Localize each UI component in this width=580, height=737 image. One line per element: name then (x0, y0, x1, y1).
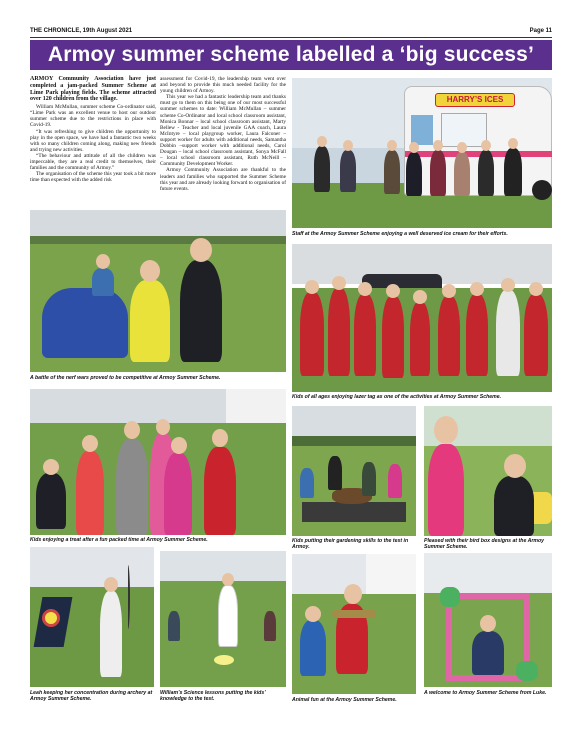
article-paragraph: The organisation of the scheme this year took a bit more time than expected with the added risk (30, 171, 156, 184)
caption-science: William’s Science lessons putting the kids’ knowledge to the test. (160, 690, 266, 702)
headline-text: Armoy summer scheme labelled a ‘big success’ (47, 43, 535, 66)
photo-laser-tag (292, 244, 552, 392)
photo-science (160, 551, 286, 687)
article-paragraph: This year we had a fantastic leadership team and thanks must go to them on this being one of our most successful summer schemes to date: William McMullan – summer scheme Co-Ordinator and local school classroom assistant, Monica Bonnar – local school classroom assistant, Marty Bellew - Teacher and local juvenile GAA coach, Laura McIntyre – local playgroup worker, Laura Falconer – support worker for adults with additional needs, Samantha Dobbin –support worker with additional needs, Carol Dougan – local school classroom assistant, Sonya McFall – local school classroom assistant, Ruth McNeill – Community Development Worker. (160, 94, 286, 168)
article-paragraph: “It was refreshing to give children the opportunity to play in the open space, we have had a fantastic two weeks with so many children coming along, making new friends and trying new activities. (30, 128, 156, 153)
caption-ice-cream: Staff at the Armoy Summer Scheme enjoying a well deserved ice cream for their efforts. (292, 231, 508, 237)
caption-animal: Animal fun at the Armoy Summer Scheme. (292, 697, 397, 703)
article-paragraph: Armoy Community Association are thankful to the leaders and families who supported the Summer Scheme this year and are already looking forward to organisation of future events. (160, 167, 286, 192)
photo-archery (30, 547, 154, 687)
article-paragraph: “The behaviour and attitude of all the children was impeccable, they are a real credit to themselves, their families and the community of Armoy.” (30, 152, 156, 172)
inflatable-barrier (42, 288, 128, 358)
photo-nerf-wars (30, 210, 286, 372)
photo-bird-box (424, 406, 552, 536)
masthead-rule (30, 37, 552, 38)
van-sign: HARRY’S ICES (435, 93, 515, 107)
photo-kids-treat (30, 389, 286, 535)
caption-archery: Leah keeping her concentration during archery at Armoy Summer Scheme. (30, 690, 153, 702)
caption-nerf: A battle of the nerf wars proved to be competitive at Armoy Summer Scheme. (30, 375, 221, 381)
headline-banner (30, 40, 552, 70)
caption-treat: Kids enjoying a treat after a fun packed time at Armoy Summer Scheme. (30, 537, 208, 543)
article-paragraph: assessment for Covid-19, the leadership team went over and beyond to provide this much needed facility for the young children of Armoy. (160, 76, 286, 95)
photo-welcome (424, 553, 552, 687)
caption-bird-box: Pleased with their bird box designs at the Armoy Summer Scheme. (424, 538, 545, 550)
caption-welcome: A welcome to Armoy Summer Scheme from Luke. (424, 690, 547, 696)
photo-ice-cream-van (292, 78, 552, 228)
photo-animal-fun (292, 554, 416, 694)
page-number: Page 11 (529, 28, 552, 34)
snake (332, 610, 376, 618)
article-paragraph: William McMullan, summer scheme Co-ordinator said, “Lime Park was an excellent venue to host our outdoor summer scheme due to the restrictions in place with Covid-19. (30, 104, 156, 129)
paper-date: THE CHRONICLE, 19th August 2021 (30, 28, 133, 34)
caption-laser-tag: Kids of all ages enjoying lazer tag as one of the activities at Armoy Summer Scheme. (292, 394, 502, 400)
photo-gardening (292, 406, 416, 536)
article-column-2 (160, 76, 286, 192)
article-lead: ARMOY Community Association have just completed a jam-packed Summer Scheme at Lime Park playing fields. The scheme attracted over 120 children from the village. (30, 76, 156, 103)
article-column-1 (30, 76, 156, 183)
caption-gardening: Kids putting their gardening skills to the test in Armoy. (292, 538, 409, 550)
